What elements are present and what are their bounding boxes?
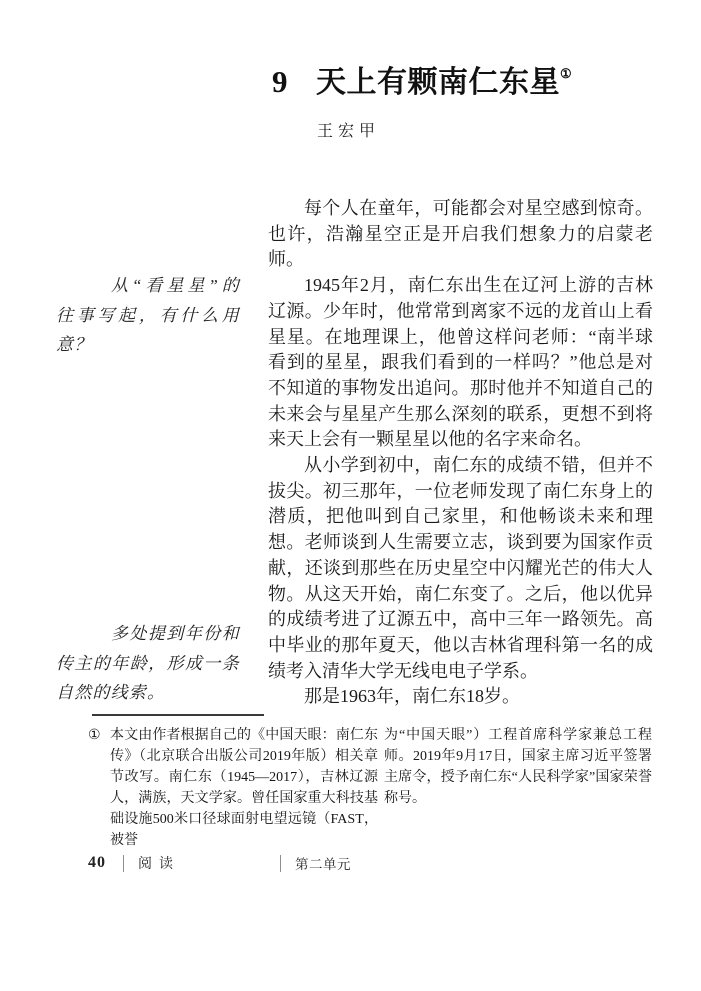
lesson-title-text: 天上有颗南仁东星 xyxy=(316,66,560,99)
lesson-title xyxy=(272,57,572,101)
lesson-number: 9 xyxy=(272,64,288,99)
footer-divider xyxy=(280,855,281,872)
main-text xyxy=(268,196,653,710)
body-paragraph-1: 每个人在童年，可能都会对星空感到惊奇。也许，浩瀚星空正是开启我们想象力的启蒙老师。 xyxy=(268,198,653,270)
footnote-text-left: 本文由作者根据自己的《中国天眼：南仁东传》（北京联合出版公司2019年版）相关章节改写。南仁东（1945—2017），吉林辽源人，满族，天文学家。曾任国家重大科技基础设施500米口径球面射电望远镜（FAST，被誉 xyxy=(110,728,378,848)
footer-section-label: 阅读 xyxy=(138,857,180,872)
body-paragraph-2: 1945年2月，南仁东出生在辽河上游的吉林辽源。少年时，他常常到离家不远的龙首山上看星星。在地理课上，他曾这样问老师：“南半球看到的星星，跟我们看到的一样吗？”他总是对不知道的事物发出追问。那时他并不知道自己的未来会与星星产生那么深刻的联系，更想不到将来天上会有一颗星星以他的名字来命名。 xyxy=(268,275,653,450)
footnote-separator-rule xyxy=(92,714,264,716)
author-name: 王宏甲 xyxy=(317,123,381,140)
footnote-marker: ① xyxy=(88,728,101,743)
footnote-column-right: 为“中国天眼”）工程首席科学家兼总工程师。2019年9月17日，国家主席习近平签署主席令，授予南仁东“人民科学家”国家荣誉称号。 xyxy=(384,728,652,806)
margin-note-2: 多处提到年份和传主的年龄，形成一条自然的线索。 xyxy=(56,624,240,702)
footer-unit-label: 第二单元 xyxy=(295,857,351,872)
footer-divider xyxy=(123,855,124,872)
margin-note-1: 从“看星星”的往事写起，有什么用意？ xyxy=(56,276,240,354)
footer-page-number: 40 xyxy=(88,854,106,871)
body-paragraph-3: 从小学到初中，南仁东的成绩不错，但并不拔尖。初三那年，一位老师发现了南仁东身上的潜质，把他叫到自己家里，和他畅谈未来和理想。老师谈到人生需要立志，谈到要为国家作贡献，还谈到那些在历史星空中闪耀光芒的伟大人物。从这天开始，南仁东变了。之后，他以优异的成绩考进了辽源五中，高中三年一路领先。高中毕业的那年夏天，他以吉林省理科第一名的成绩考入清华大学无线电电子学系。 xyxy=(268,455,653,681)
page-footer xyxy=(88,852,351,874)
footnote-column-left xyxy=(88,725,378,851)
title-footnote-ref: ① xyxy=(560,66,572,81)
body-paragraph-4: 那是1963年，南仁东18岁。 xyxy=(304,686,520,707)
